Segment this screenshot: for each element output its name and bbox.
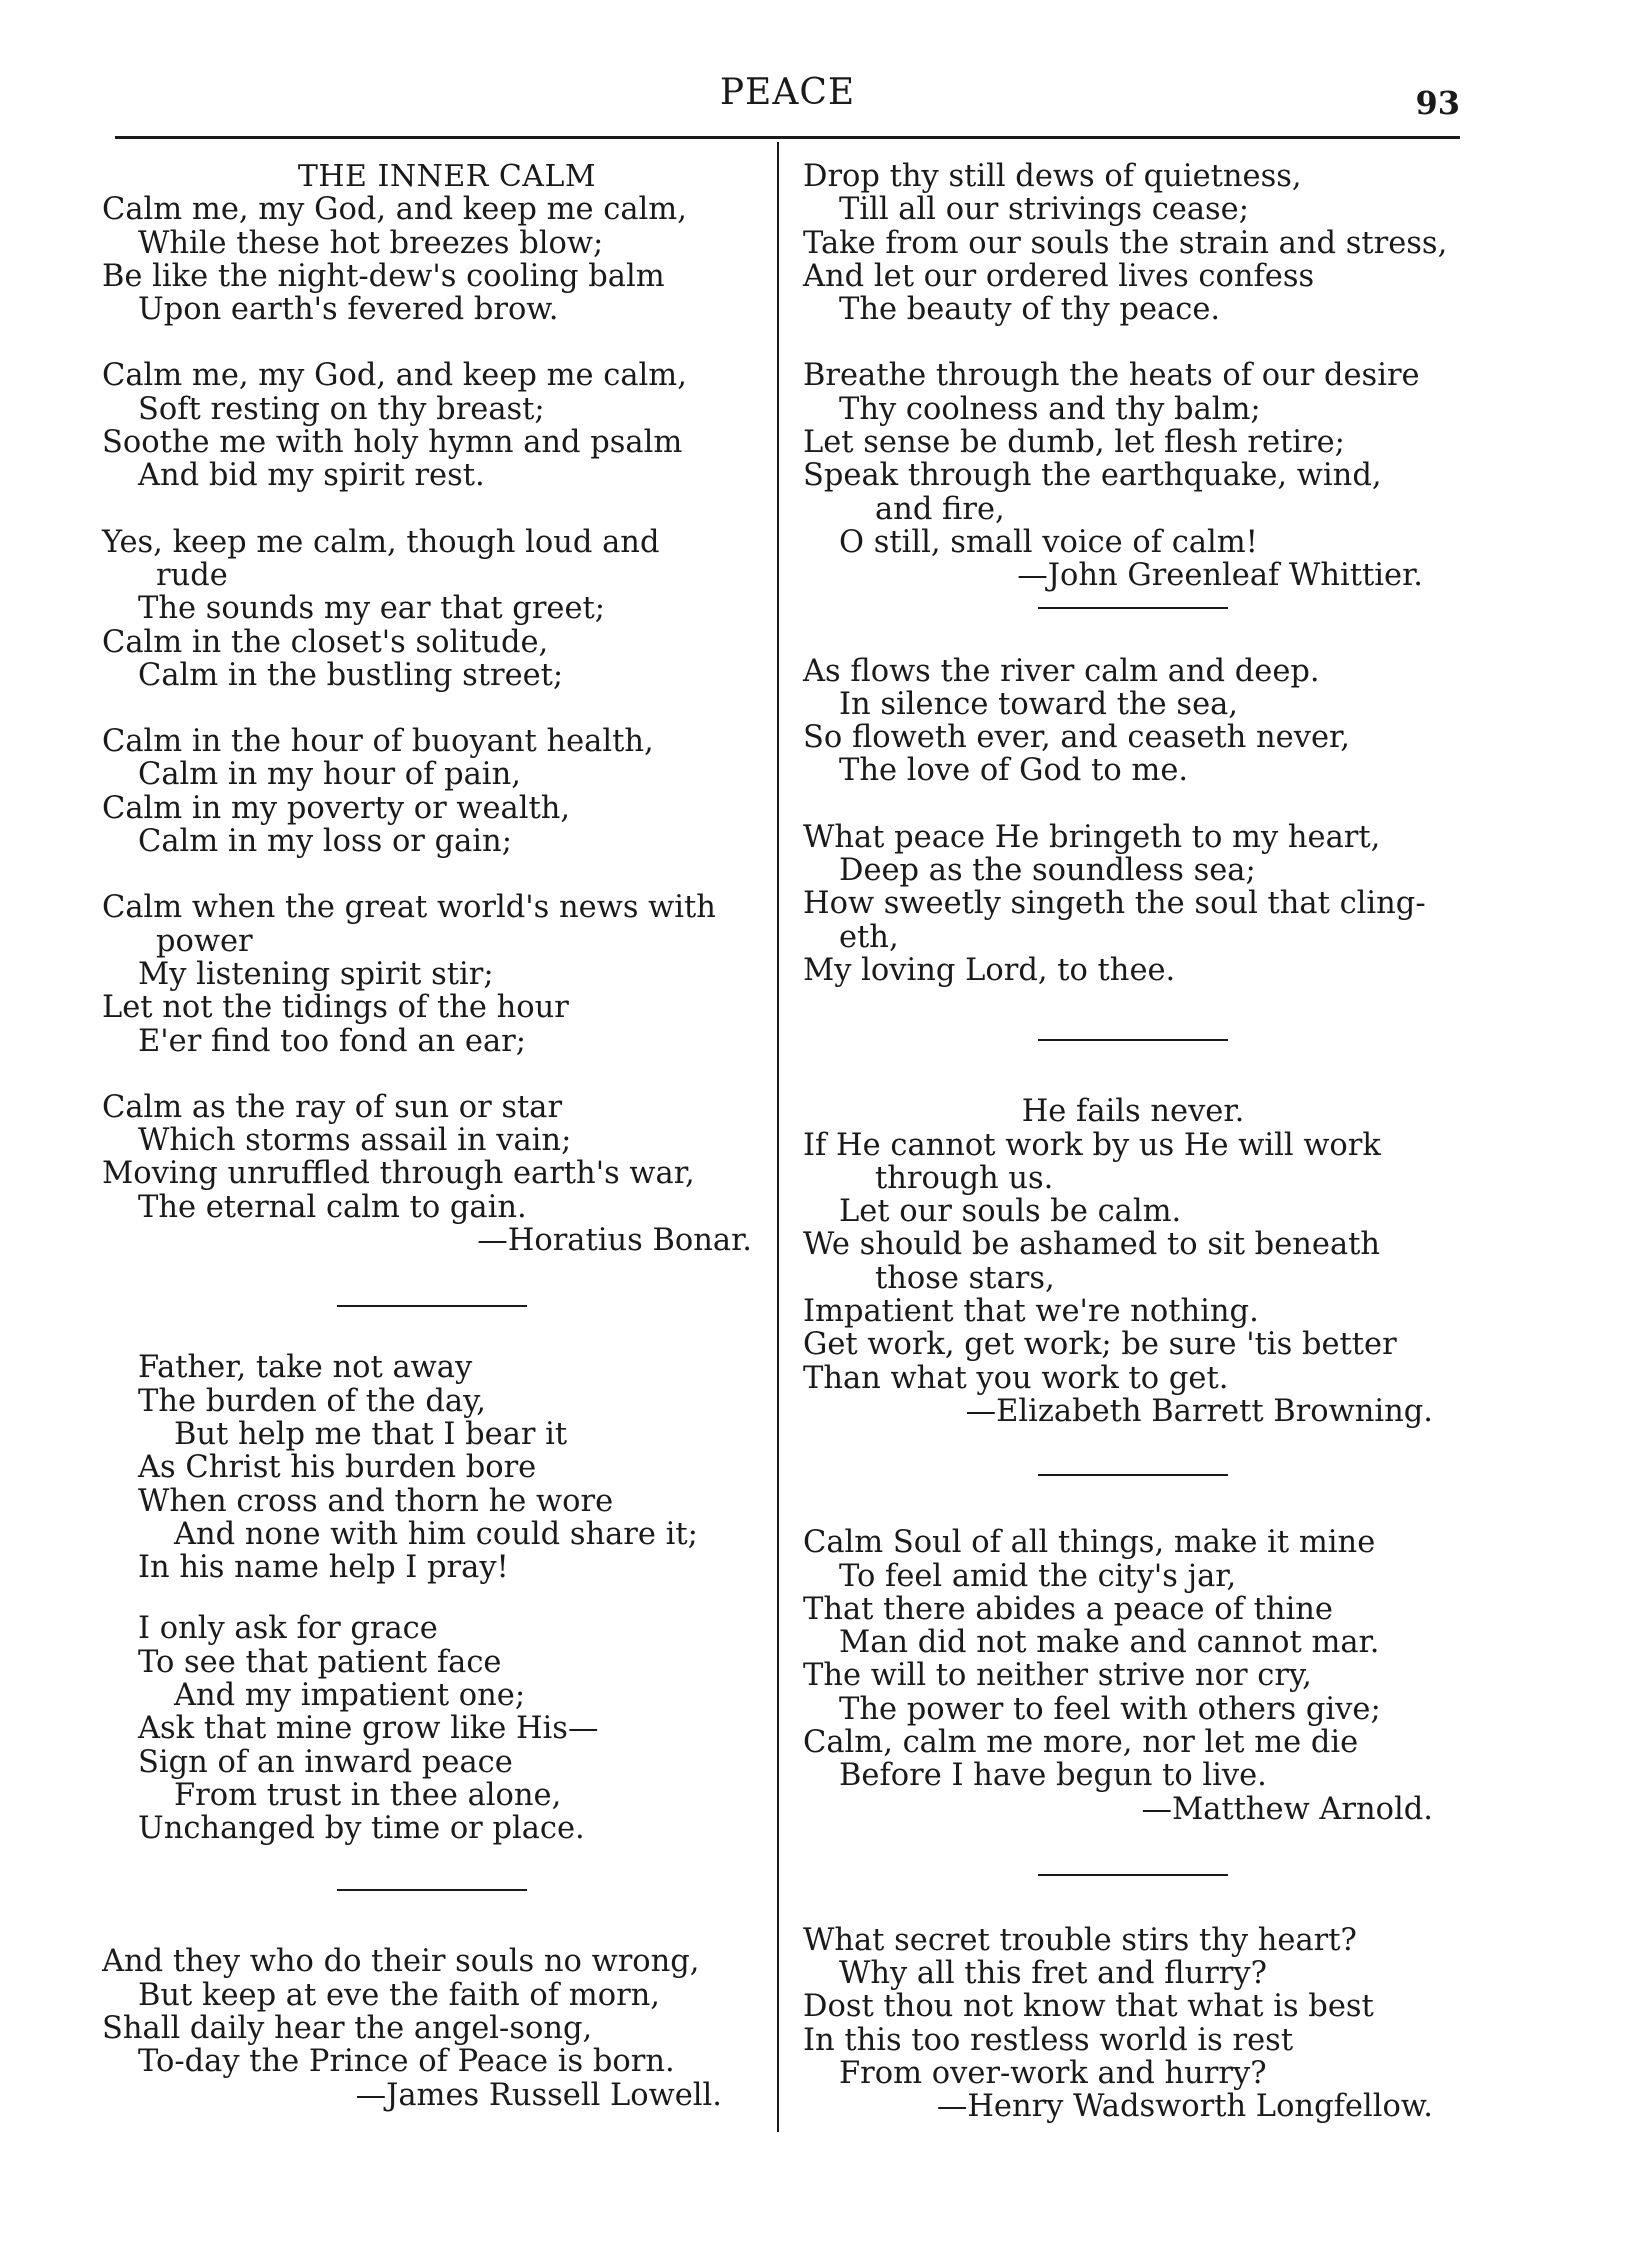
poem-attribution: —Horatius Bonar. [477, 1223, 752, 1259]
page-number: 93 [1415, 84, 1460, 122]
stanza [102, 725, 762, 858]
poem-line: Be like the night-dew's cooling balm [102, 258, 665, 294]
poem-line: How sweetly singeth the soul that cling- [803, 886, 1426, 922]
poem-line: He fails never. [1021, 1094, 1245, 1130]
poem-line: Calm in the closet's solitude, [102, 624, 549, 660]
stanza [803, 821, 1463, 987]
page-title: PEACE [719, 72, 856, 113]
poem-line: Calm in my loss or gain; [138, 824, 512, 860]
poem-line: O still, small voice of calm! [839, 524, 1258, 560]
poem-line: Till all our strivings cease; [839, 192, 1250, 228]
poem-line: In his name help I pray! [138, 1550, 509, 1586]
stanza [803, 655, 1463, 788]
poem-line: That there abides a peace of thine [803, 1591, 1333, 1627]
poem-line: Calm as the ray of sun or star [102, 1089, 563, 1125]
poem-line: The burden of the day, [138, 1383, 486, 1419]
poem-line: Thy coolness and thy balm; [839, 391, 1261, 427]
header-rule [115, 136, 1460, 139]
poem-line: through us. [875, 1160, 1054, 1196]
poem-line: The will to neither strive nor cry, [803, 1658, 1312, 1694]
poem-line: Before I have begun to live. [839, 1758, 1267, 1794]
poem-line: Soothe me with holy hymn and psalm [102, 425, 683, 461]
poem-line: Yes, keep me calm, though loud and [102, 524, 660, 560]
poem-line: Speak through the earthquake, wind, [803, 458, 1382, 494]
poem-line: The love of God to me. [839, 753, 1189, 789]
poem-line: To see that patient face [138, 1644, 502, 1680]
poem-attribution: —James Russell Lowell. [355, 2077, 722, 2113]
poem-line: The eternal calm to gain. [138, 1189, 527, 1225]
column-divider [777, 142, 779, 2132]
poem-line: Soft resting on thy breast; [138, 391, 545, 427]
poem-line: Upon earth's fevered brow. [138, 292, 559, 328]
poem-line: Calm when the great world's news with [102, 890, 716, 926]
poem-line: Ask that mine grow like His— [138, 1711, 599, 1747]
poem-line: Get work, get work; be sure 'tis better [803, 1327, 1397, 1363]
poem-line: I only ask for grace [138, 1611, 438, 1647]
poem-line: While these hot breezes blow; [138, 225, 604, 261]
poem-line: Calm in my poverty or wealth, [102, 790, 571, 826]
poem-attribution: —Matthew Arnold. [1141, 1791, 1433, 1827]
stanza [102, 1612, 762, 1845]
poem-line: Why all this fret and flurry? [839, 1956, 1267, 1992]
stanza [803, 1095, 1463, 1395]
stanza [102, 891, 762, 1057]
poem-line: And my impatient one; [174, 1677, 526, 1713]
poem-line: The beauty of thy peace. [839, 292, 1221, 328]
poem-line: Calm in the bustling street; [138, 657, 564, 693]
page-header [115, 72, 1460, 132]
poem-line: What secret trouble stirs thy heart? [803, 1922, 1357, 1958]
poem-line: And they who do their souls no wrong, [102, 1944, 700, 1980]
poem-line: Calm me, my God, and keep me calm, [102, 192, 687, 228]
poem-line: Than what you work to get. [803, 1360, 1229, 1396]
poem-line: and fire, [875, 491, 1005, 527]
poem-line: Let sense be dumb, let flesh retire; [803, 425, 1345, 461]
poem-line: Calm, calm me more, nor let me die [803, 1724, 1359, 1760]
poem-line: Unchanged by time or place. [138, 1811, 585, 1847]
stanza [102, 1945, 762, 2078]
poem-attribution: —Henry Wadsworth Longfellow. [936, 2089, 1433, 2125]
stanza [803, 359, 1463, 559]
poem-line: Calm Soul of all things, make it mine [803, 1525, 1376, 1561]
poem-line: Let not the tidings of the hour [102, 990, 569, 1026]
poem-line: E'er find too fond an ear; [138, 1023, 526, 1059]
poem-line: Take from our souls the strain and stress, [803, 225, 1448, 261]
poem-line: Let our souls be calm. [839, 1194, 1182, 1230]
poem-line: rude [156, 557, 228, 593]
poem-line: And none with him could share it; [174, 1516, 698, 1552]
poem-attribution: —Elizabeth Barrett Browning. [965, 1393, 1433, 1429]
poem-line: To feel amid the city's jar, [839, 1558, 1237, 1594]
poem-line: those stars, [875, 1260, 1055, 1296]
poem-line: The sounds my ear that greet; [138, 591, 606, 627]
poem-line: Father, take not away [138, 1350, 473, 1386]
stanza [102, 193, 762, 326]
poem-line: My listening spirit stir; [138, 956, 494, 992]
stanza [803, 1526, 1463, 1792]
poem-attribution: —John Greenleaf Whittier. [1017, 558, 1423, 594]
poem-line: Which storms assail in vain; [138, 1123, 572, 1159]
stanza [803, 160, 1463, 326]
poem-line: Drop thy still dews of quietness, [803, 159, 1302, 194]
poem-line: In this too restless world is rest [803, 2022, 1294, 2058]
poem-line: Moving unruffled through earth's war, [102, 1156, 695, 1192]
poem-line: So floweth ever, and ceaseth never, [803, 720, 1350, 756]
poem-line: Breathe through the heats of our desire [803, 358, 1420, 394]
poem-line: My loving Lord, to thee. [803, 952, 1176, 988]
poem-line: power [156, 923, 253, 959]
poem-line: Calm me, my God, and keep me calm, [102, 358, 687, 394]
poem-line: And let our ordered lives confess [803, 258, 1315, 294]
poem-line: The power to feel with others give; [839, 1691, 1381, 1727]
poem-line: Man did not make and cannot mar. [839, 1625, 1380, 1661]
poem-line: As Christ his burden bore [138, 1450, 537, 1486]
poem-line: We should be ashamed to sit beneath [803, 1227, 1381, 1263]
poem-line: But keep at eve the faith of morn, [138, 1977, 660, 2013]
poem-line: Sign of an inward peace [138, 1744, 513, 1780]
poem-line: Impatient that we're nothing. [803, 1294, 1259, 1330]
poem-line: To-day the Prince of Peace is born. [138, 2044, 675, 2080]
poem-line: In silence toward the sea, [839, 686, 1239, 722]
poem-line: As flows the river calm and deep. [803, 653, 1320, 689]
poem-line: Shall daily hear the angel-song, [102, 2011, 593, 2047]
poem-line: Calm in the hour of buoyant health, [102, 724, 654, 760]
poem-line: Dost thou not know that what is best [803, 1989, 1374, 2025]
left-column [102, 160, 762, 2112]
poem-line: eth, [839, 919, 899, 955]
poem-line: If He cannot work by us He will work [803, 1127, 1381, 1163]
poem-line: From over-work and hurry? [839, 2056, 1267, 2092]
right-column [803, 160, 1463, 2124]
stanza [803, 1924, 1463, 2090]
poem-line: From trust in thee alone, [174, 1777, 562, 1813]
stanza [102, 1351, 762, 1584]
poem-line: And bid my spirit rest. [138, 458, 485, 494]
poem-line: When cross and thorn he wore [138, 1483, 614, 1519]
stanza [102, 359, 762, 492]
poem-line: Deep as the soundless sea; [839, 853, 1256, 889]
poem-line: But help me that I bear it [174, 1416, 568, 1452]
stanza [102, 1091, 762, 1224]
stanza [102, 526, 762, 692]
poem-line: Calm in my hour of pain, [138, 757, 521, 793]
poem-title: THE INNER CALM [297, 159, 597, 194]
poem-line: What peace He bringeth to my heart, [803, 819, 1381, 855]
